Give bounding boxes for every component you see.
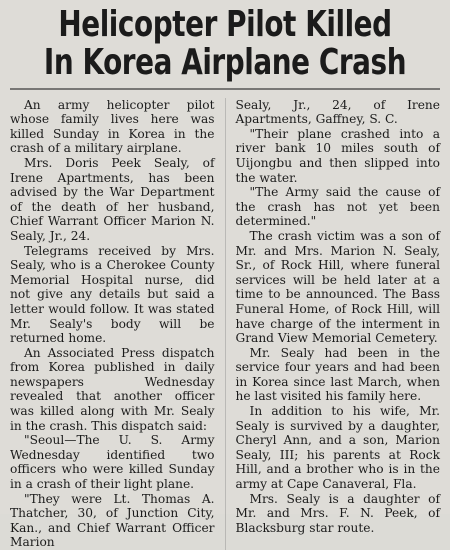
paragraph: Mrs. Doris Peek Sealy, of Irene Apartments, has been advised by the War Department of the death of her husband, Chief Warrant Officer Marion N. Sealy, Jr., 24.	[10, 155, 215, 243]
column-right	[236, 98, 441, 550]
paragraph: "They were Lt. Thomas A. Thatcher, 30, of Junction City, Kan., and Chief Warrant Officer Marion	[10, 491, 215, 550]
paragraph: "The Army said the cause of the crash has not yet been determined."	[235, 185, 440, 229]
paragraph: "Seoul—The U. S. Army Wednesday identified two officers who were killed Sunday in a crash of their light plane.	[10, 433, 215, 492]
paragraph: Mr. Sealy had been in the service four years and had been in Korea since last March, when he last visited his family here.	[235, 345, 440, 404]
paragraph: The crash victim was a son of Mr. and Mrs. Marion N. Sealy, Sr., of Rock Hill, where funeral services will be held later at a time to be announced. The Bass Funeral Home, of Rock Hill, will have charge of the interment in Grand View Memorial Cemetery.	[235, 228, 440, 346]
paragraph: Telegrams received by Mrs. Sealy, who is a Cherokee County Memorial Hospital nurse, did not give any details but said a letter would follow. It was stated Mr. Sealy's body will be returned home.	[10, 243, 215, 346]
headline	[8, 6, 442, 82]
column-left	[10, 98, 215, 550]
headline-line-1: Helicopter Pilot Killed	[58, 4, 392, 45]
headline-rule	[10, 88, 440, 90]
paragraph: An army helicopter pilot whose family lives here was killed Sunday in Korea in the crash of a military airplane.	[10, 97, 215, 156]
paragraph: Sealy, Jr., 24, of Irene Apartments, Gaffney, S. C.	[235, 97, 440, 127]
headline-line-2: In Korea Airplane Crash	[43, 41, 407, 83]
paragraph: An Associated Press dispatch from Korea published in daily newspapers Wednesday revealed that another officer was killed along with Mr. Sealy in the crash. This dispatch said:	[10, 345, 215, 433]
paragraph: Mrs. Sealy is a daughter of Mr. and Mrs. F. N. Peek, of Blacksburg star route.	[235, 491, 440, 535]
article-body	[8, 98, 442, 550]
column-divider	[225, 98, 226, 550]
paragraph: In addition to his wife, Mr. Sealy is survived by a daughter, Cheryl Ann, and a son, Marion Sealy, III; his parents at Rock Hill, and a brother who is in the army at Cape Canaveral, Fla.	[235, 404, 440, 492]
paragraph: "Their plane crashed into a river bank 10 miles south of Uijongbu and then slipped into the water.	[235, 126, 440, 185]
